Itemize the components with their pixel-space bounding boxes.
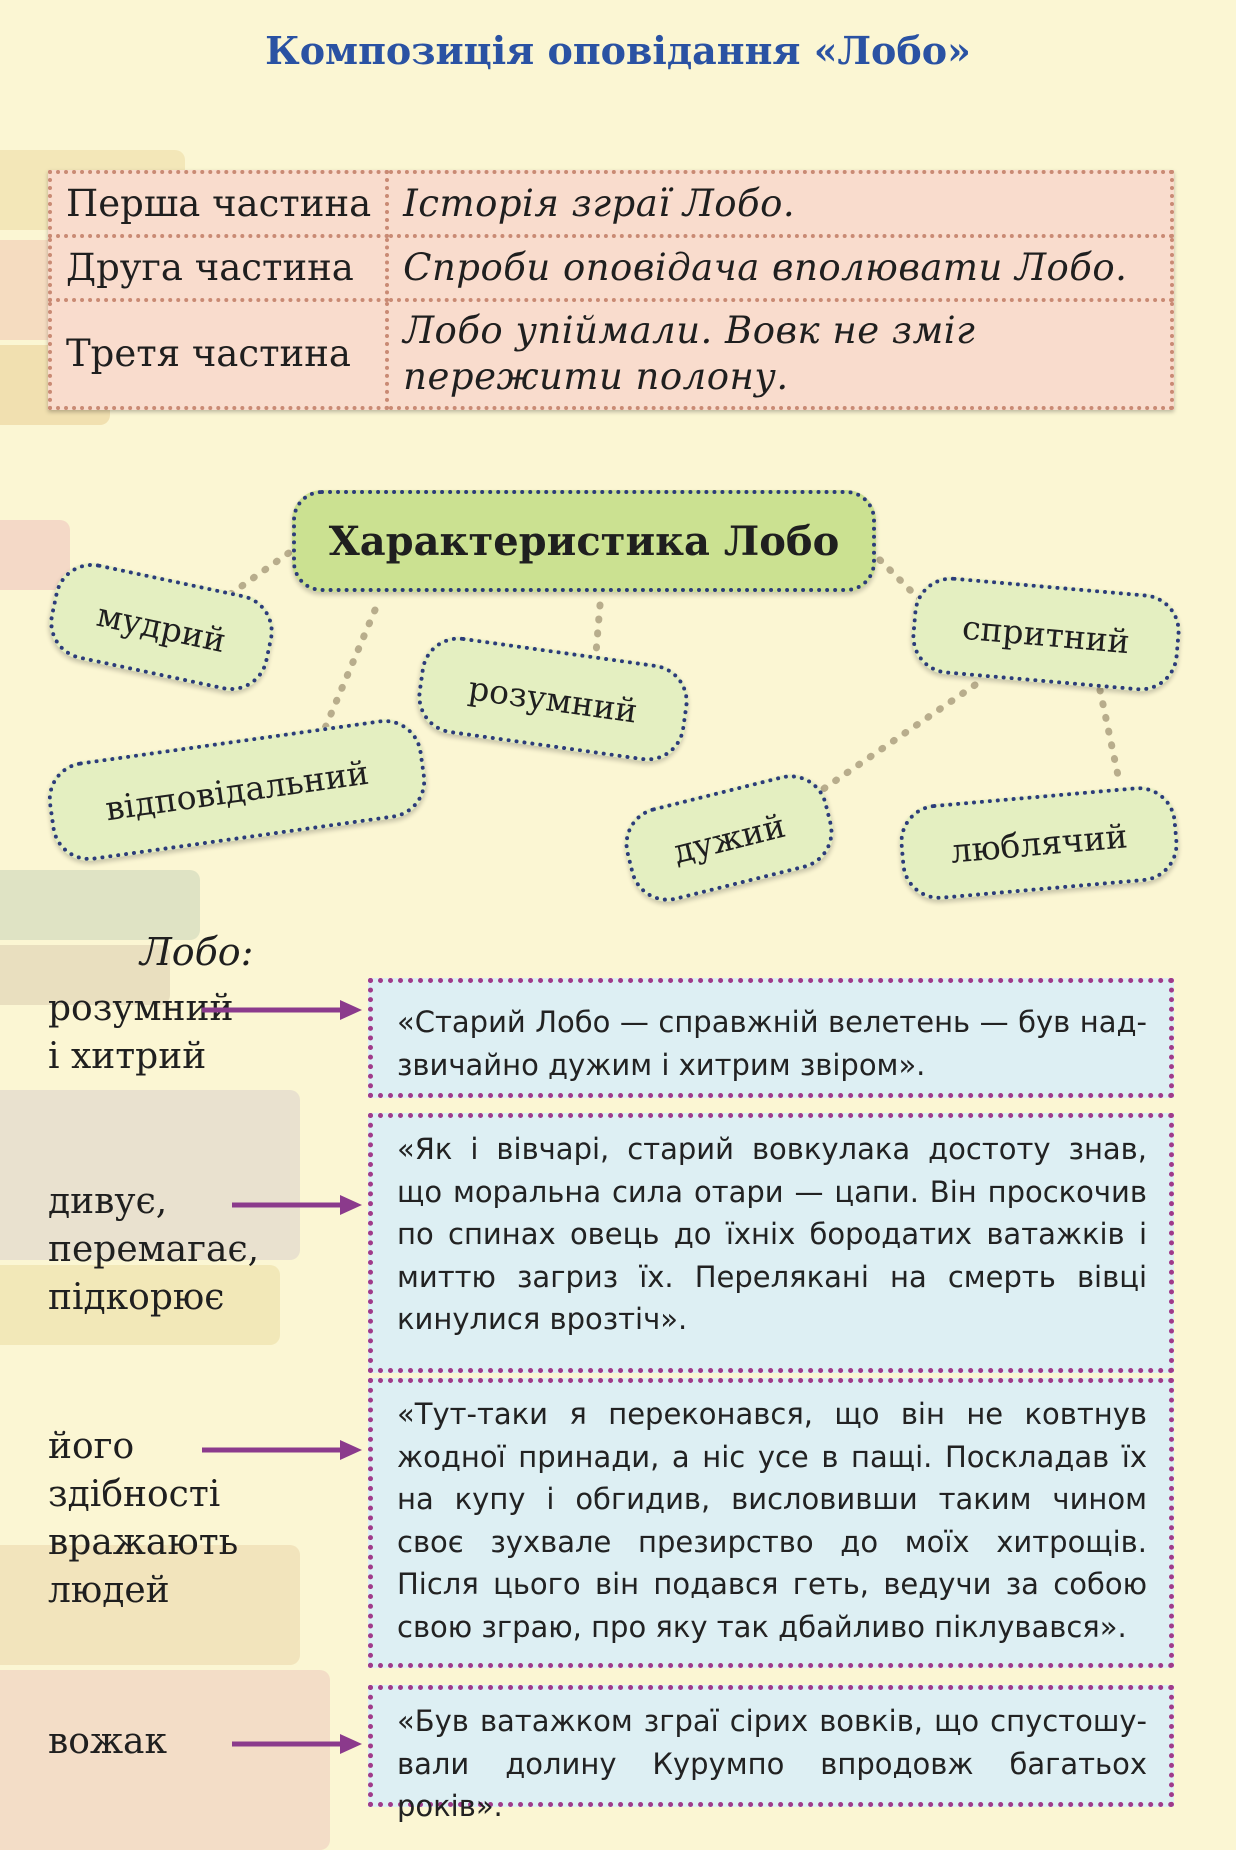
trait-strong: дужий (616, 766, 841, 909)
part-description: Історія зграї Лобо. (387, 172, 1172, 236)
trait-label: вожак (48, 1721, 168, 1762)
page-title: Композиція оповідання «Лобо» (265, 28, 971, 73)
arrow-icon (200, 1437, 365, 1463)
trait-label: розумний і хитрий (48, 988, 234, 1077)
arrow-icon (230, 1192, 365, 1218)
part-name: Перша частина (50, 172, 387, 236)
trait-label: дивує, перемагає, підкорює (48, 1181, 260, 1318)
quote-box: «Старий Лобо — справжній велетень — був надзвичайно дужим і хитрим звіром». (368, 978, 1174, 1098)
trait-label: його здібності вражають людей (48, 1426, 239, 1611)
part-name: Друга частина (50, 236, 387, 300)
quote-box: «Як і вівчарі, старий вовкулака достоту знав, що моральна сила отари — цапи. Він проскочив по спинах овець до їхніх бородатих ватажків і миттю загриз їх. Перелякані на смерть вівці кинулися врозтіч». (368, 1113, 1174, 1373)
part-description: Лобо упіймали. Вовк не зміг пережити полону. (387, 300, 1172, 408)
arrow-icon (230, 1731, 365, 1757)
characteristic-title: Характеристика Лобо (292, 490, 876, 592)
part-name: Третя частина (50, 300, 387, 408)
trait-responsible: відповідальний (43, 714, 431, 866)
quote-box: «Тут-таки я переконався, що він не ковтнув жодної принади, а ніс усе в пащі. Поскладав їх на купу і обгидив, висловивши таким чином своє зухвале презирство до моїх хитрощів. Після цього він подався геть, ведучи за собою свою зграю, про яку так дбайливо піклувався». (368, 1378, 1174, 1668)
arrow-icon (200, 997, 365, 1023)
table-row (50, 172, 1172, 236)
table-row (50, 236, 1172, 300)
trait-loving: люблячий (896, 783, 1181, 903)
table-row (50, 300, 1172, 408)
trait-wise: мудрий (42, 556, 281, 698)
lobo-label: Лобо: (140, 930, 254, 974)
part-description: Спроби оповідача вполювати Лобо. (387, 236, 1172, 300)
composition-table (48, 170, 1174, 410)
trait-agile: спритний (908, 574, 1184, 695)
quote-box: «Був ватажком зграї сірих вовків, що спустошували долину Курумпо впродовж багатьох років». (368, 1685, 1174, 1807)
trait-smart: розумний (412, 632, 693, 767)
